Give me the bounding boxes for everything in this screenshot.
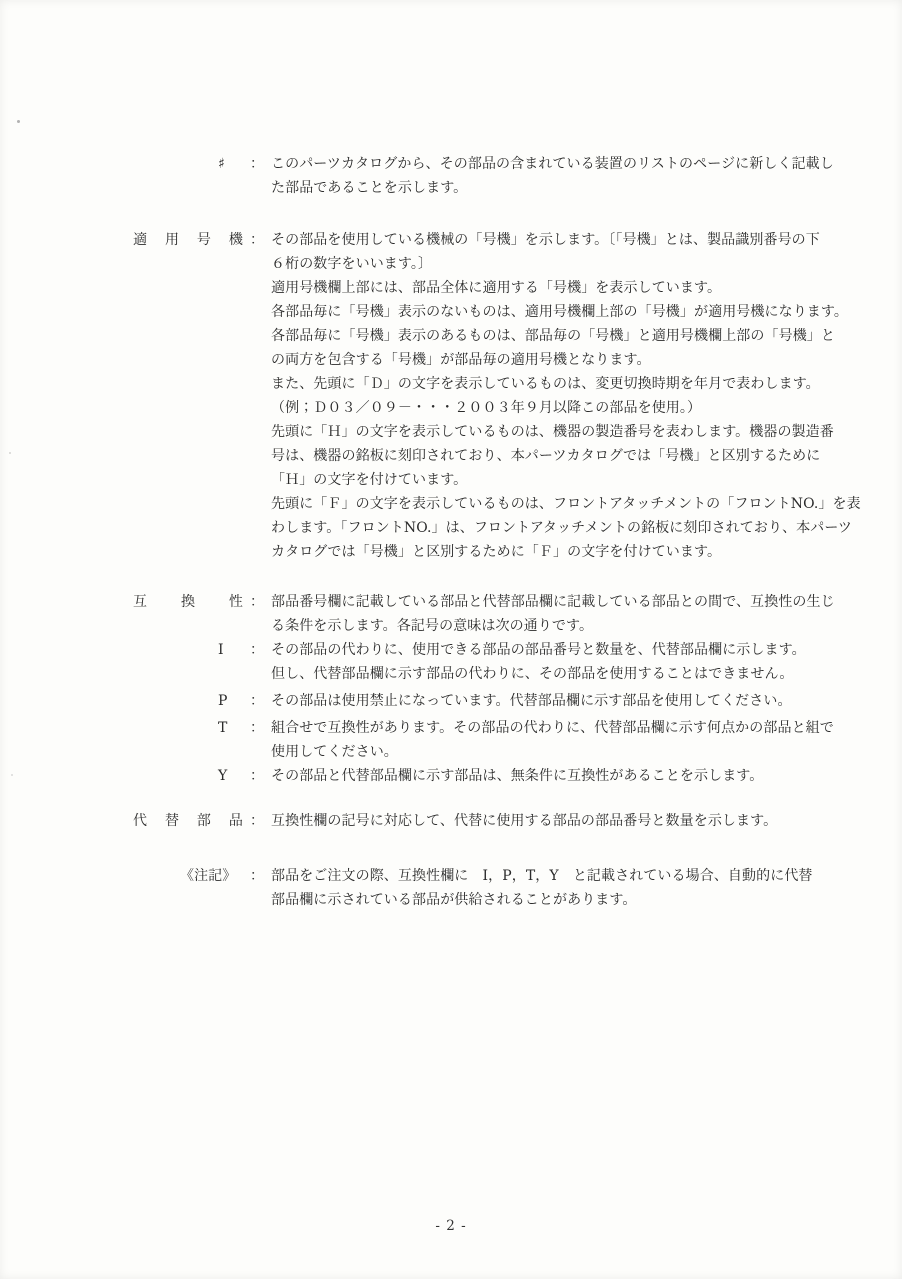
section-body bbox=[271, 228, 891, 564]
page-number: - 2 - bbox=[435, 1218, 467, 1234]
section-body bbox=[271, 716, 891, 764]
text-line: た部品であることを示します。 bbox=[271, 180, 468, 196]
text-line: 部品をご注文の際、互換性欄に I，P，T，Y と記載されている場合、自動的に代替 bbox=[271, 868, 813, 884]
text-line: 但し、代替部品欄に示す部品の代わりに、その部品を使用することはできません。 bbox=[271, 666, 794, 682]
colon-separator: ： bbox=[249, 232, 265, 248]
text-line: その部品は使用禁止になっています。代替部品欄に示す部品を使用してください。 bbox=[271, 693, 792, 709]
text-line: （例；Ｄ０３／０９－・・・２００３年９月以降この部品を使用。） bbox=[271, 400, 702, 416]
text-line: カタログでは「号機」と区別するために「Ｆ」の文字を付けています。 bbox=[271, 544, 722, 560]
section-label-hash: ♯ bbox=[218, 156, 225, 172]
text-line: その部品を使用している機械の「号機」を示します。〔「号機」とは、製品識別番号の下 bbox=[271, 232, 820, 248]
section-label-interchangeability: 互 換 性 bbox=[133, 594, 243, 610]
text-line: その部品と代替部品欄に示す部品は、無条件に互換性があることを示します。 bbox=[271, 768, 764, 784]
section-body bbox=[271, 864, 891, 912]
section-note bbox=[0, 864, 902, 912]
text-line: 号は、機器の銘板に刻印されており、本パーツカタログでは「号機」と区別するために bbox=[271, 448, 821, 464]
colon-separator: ： bbox=[249, 720, 265, 736]
text-line: 部品欄に示されている部品が供給されることがあります。 bbox=[271, 892, 637, 908]
section-body bbox=[271, 809, 891, 833]
colon-separator: ： bbox=[249, 693, 265, 709]
text-line: 適用号機欄上部には、部品全体に適用する「号機」を表示しています。 bbox=[271, 280, 722, 296]
document-content bbox=[0, 152, 902, 912]
text-line: 先頭に「Ｈ」の文字を表示しているものは、機器の製造番号を表わします。機器の製造番 bbox=[271, 424, 834, 440]
section-body bbox=[271, 152, 891, 200]
text-line: の両方を包含する「号機」が部品毎の適用号機となります。 bbox=[271, 352, 651, 368]
subsection-code-t bbox=[0, 716, 902, 764]
section-body bbox=[271, 764, 891, 788]
colon-separator: ： bbox=[249, 813, 265, 829]
subsection-code-p bbox=[0, 689, 902, 713]
text-line: 「Ｈ」の文字を付けています。 bbox=[271, 472, 468, 488]
section-body bbox=[271, 590, 891, 638]
text-line: 組合せで互換性があります。その部品の代わりに、代替部品欄に示す何点かの部品と組で bbox=[271, 720, 834, 736]
section-substitute-parts bbox=[0, 809, 902, 833]
scan-speck bbox=[17, 120, 20, 123]
text-line: 各部品毎に「号機」表示のないものは、適用号機欄上部の「号機」が適用号機になります。 bbox=[271, 304, 848, 320]
text-line: ６桁の数字をいいます。〕 bbox=[271, 256, 433, 272]
text-line: 各部品毎に「号機」表示のあるものは、部品毎の「号機」と適用号機欄上部の「号機」と bbox=[271, 328, 835, 344]
text-line: わします。「フロントNO.」は、フロントアタッチメントの銘板に刻印されており、本パーツ bbox=[271, 520, 853, 536]
section-body bbox=[271, 689, 891, 713]
colon-separator: ： bbox=[249, 594, 265, 610]
section-body bbox=[271, 638, 891, 686]
colon-separator: ： bbox=[249, 868, 265, 884]
colon-separator: ： bbox=[249, 642, 265, 658]
text-line: 使用してください。 bbox=[271, 744, 398, 760]
section-interchangeability bbox=[0, 590, 902, 638]
text-line: る条件を示します。各記号の意味は次の通りです。 bbox=[271, 618, 594, 634]
section-applicable-serial bbox=[0, 228, 902, 564]
subsection-code-y bbox=[0, 764, 902, 788]
text-line: その部品の代わりに、使用できる部品の部品番号と数量を、代替部品欄に示します。 bbox=[271, 642, 806, 658]
section-label-substitute-parts: 代 替 部 品 bbox=[133, 813, 243, 829]
text-line: 先頭に「Ｆ」の文字を表示しているものは、フロントアタッチメントの「フロントNO.」を表 bbox=[271, 496, 861, 512]
text-line: 互換性欄の記号に対応して、代替に使用する部品の部品番号と数量を示します。 bbox=[271, 813, 778, 829]
text-line: また、先頭に「Ｄ」の文字を表示しているものは、変更切換時期を年月で表わします。 bbox=[271, 376, 820, 392]
text-line: このパーツカタログから、その部品の含まれている装置のリストのページに新しく記載し bbox=[271, 156, 834, 172]
section-label-applicable-serial: 適 用 号 機 bbox=[133, 232, 243, 248]
colon-separator: ： bbox=[249, 156, 265, 172]
subsection-label-t: T bbox=[218, 720, 228, 736]
section-new-part-symbol bbox=[0, 152, 902, 200]
colon-separator: ： bbox=[249, 768, 265, 784]
subsection-label-i: I bbox=[218, 642, 224, 658]
subsection-label-y: Y bbox=[218, 768, 228, 784]
subsection-code-i bbox=[0, 638, 902, 686]
text-line: 部品番号欄に記載している部品と代替部品欄に記載している部品との間で、互換性の生じ bbox=[271, 594, 835, 610]
subsection-label-p: P bbox=[218, 693, 228, 709]
section-label-note: 《注記》 bbox=[180, 868, 237, 884]
